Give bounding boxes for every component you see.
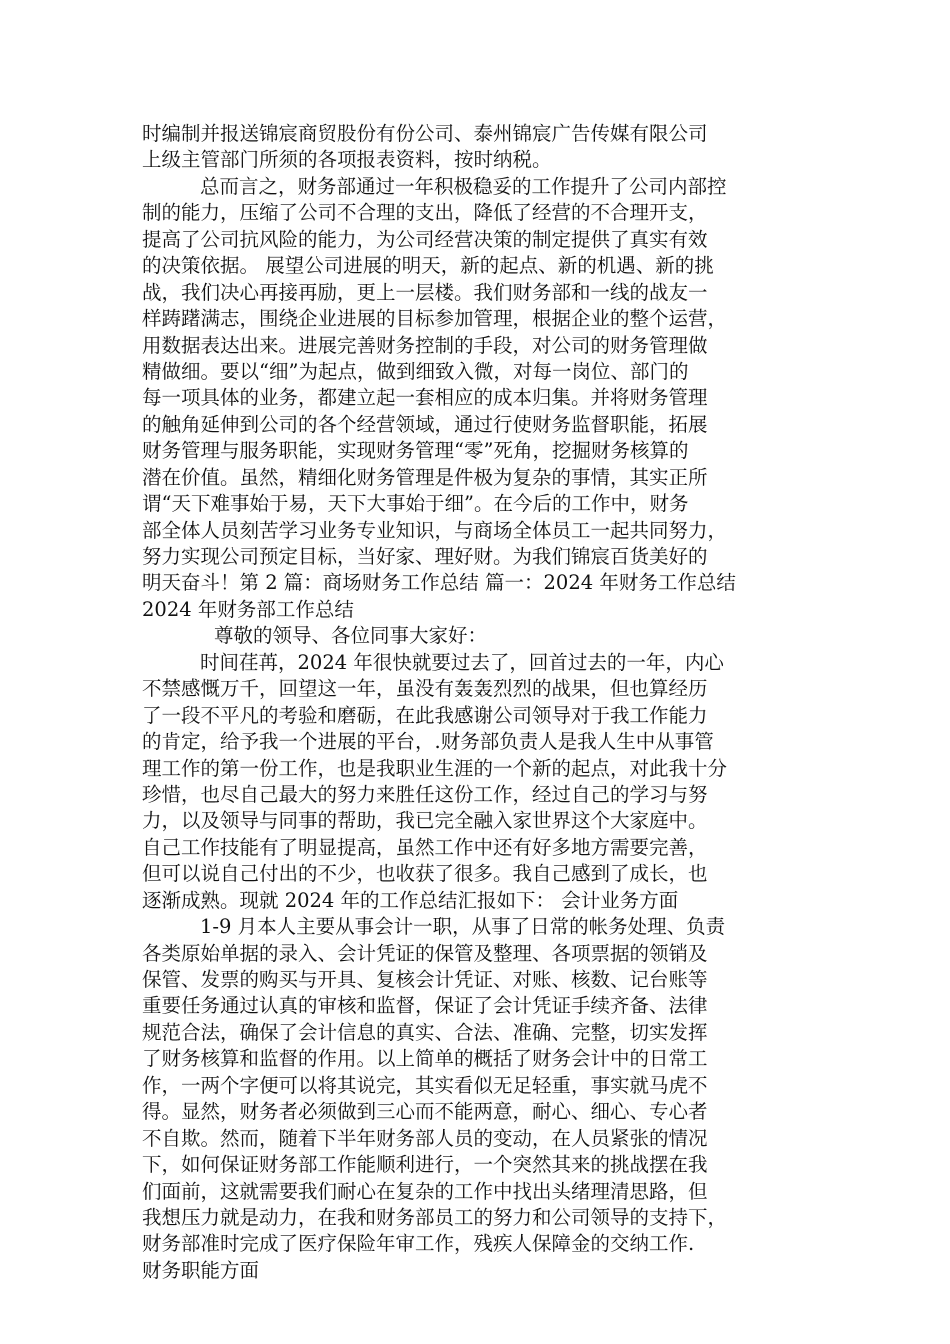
text-line: 不禁感慨万千，回望这一年，虽没有轰轰烈烈的战果，但也算经历 [142,677,708,701]
text-line: 明天奋斗！第 2 篇：商场财务工作总结 篇一：2024 年财务工作总结 [142,571,736,595]
text-line: 但可以说自己付出的不少，也收获了很多。我自己感到了成长，也 [142,862,708,886]
text-line: 提高了公司抗风险的能力，为公司经营决策的制定提供了真实有效 [142,227,708,251]
text-line: 努力实现公司预定目标，当好家、理好财。为我们锦宸百货美好的 [142,545,708,568]
text-line: 1-9 月本人主要从事会计一职，从事了日常的帐务处理、负责 [200,915,726,939]
text-line: 规范合法，确保了会计信息的真实、合法、准确、完整，切实发挥 [142,1020,708,1044]
text-line: 时编制并报送锦宸商贸股份有份公司、泰州锦宸广告传媒有限公司 [142,122,708,145]
text-line: 谓“天下难事始于易，天下大事始于细”。在今后的工作中，财务 [142,492,689,516]
text-line: 用数据表达出来。进展完善财务控制的手段，对公司的财务管理做 [142,333,708,357]
text-line: 尊敬的领导、各位同事大家好： [214,624,488,648]
text-line: 时间荏苒，2024 年很快就要过去了，回首过去的一年，内心 [200,650,724,674]
text-line: 财务管理与服务职能，实现财务管理“零”死角，挖掘财务核算的 [142,439,689,463]
text-line: 潜在价值。虽然，精细化财务管理是件极为复杂的事情，其实正所 [142,465,708,489]
text-line: 财务部准时完成了医疗保险年审工作，残疾人保障金的交纳工作. [142,1232,695,1256]
text-line: 财务职能方面 [142,1258,260,1282]
text-line: 上级主管部门所须的各项报表资料，按时纳税。 [142,148,552,172]
text-line: 下，如何保证财务部工作能顺利进行，一个突然其来的挑战摆在我 [142,1153,708,1177]
text-line: 的触角延伸到公司的各个经营领域，通过行使财务监督职能，拓展 [142,412,708,436]
text-line: 力，以及领导与同事的帮助，我已完全融入家世界这个大家庭中。 [142,809,708,833]
text-line: 战，我们决心再接再励，更上一层楼。我们财务部和一线的战友一 [142,280,708,304]
text-line: 们面前，这就需要我们耐心在复杂的工作中找出头绪理清思路，但 [142,1179,708,1203]
text-line: 制的能力，压缩了公司不合理的支出，降低了经营的不合理开支， [142,201,708,225]
text-line: 作，一两个字便可以将其说完，其实看似无足轻重，事实就马虎不 [142,1073,708,1097]
text-line: 珍惜，也尽自己最大的努力来胜任这份工作，经过自己的学习与努 [142,782,708,806]
text-line: 每一项具体的业务，都建立起一套相应的成本归集。并将财务管理 [142,386,708,410]
text-line: 不自欺。然而，随着下半年财务部人员的变动，在人员紧张的情况 [142,1126,708,1150]
text-line: 了一段不平凡的考验和磨砺，在此我感谢公司领导对于我工作能力 [142,703,708,727]
text-line: 样踌躇满志，围绕企业进展的目标参加管理，根据企业的整个运营， [142,307,728,331]
text-line: 总而言之，财务部通过一年积极稳妥的工作提升了公司内部控 [200,174,727,198]
text-line: 逐渐成熟。现就 2024 年的工作总结汇报如下： 会计业务方面 [142,888,679,912]
text-line: 各类原始单据的录入、会计凭证的保管及整理、各项票据的领销及 [142,941,708,965]
text-line: 我想压力就是动力，在我和财务部员工的努力和公司领导的支持下， [142,1205,728,1229]
text-line: 重要任务通过认真的审核和监督，保证了会计凭证手续齐备、法律 [142,994,708,1018]
text-line: 的决策依据。 展望公司进展的明天，新的起点、新的机遇、新的挑 [142,254,714,278]
text-line: 2024 年财务部工作总结 [142,597,354,621]
text-line: 精做细。要以“细”为起点，做到细致入微，对每一岗位、部门的 [142,359,689,383]
text-line: 了财务核算和监督的作用。以上简单的概括了财务会计中的日常工 [142,1047,708,1071]
text-line: 自己工作技能有了明显提高，虽然工作中还有好多地方需要完善， [142,835,708,859]
document-body [142,121,832,1284]
text-line: 得。显然，财务者必须做到三心而不能两意，耐心、细心、专心者 [142,1100,708,1124]
text-line: 部全体人员刻苦学习业务专业知识，与商场全体员工一起共同努力， [142,518,728,542]
text-line: 的肯定，给予我一个进展的平台，.财务部负责人是我人生中从事管 [142,730,714,754]
text-line: 保管、发票的购买与开具、复核会计凭证、对账、核数、记台账等 [142,968,708,991]
text-line: 理工作的第一份工作，也是我职业生涯的一个新的起点，对此我十分 [142,756,728,780]
